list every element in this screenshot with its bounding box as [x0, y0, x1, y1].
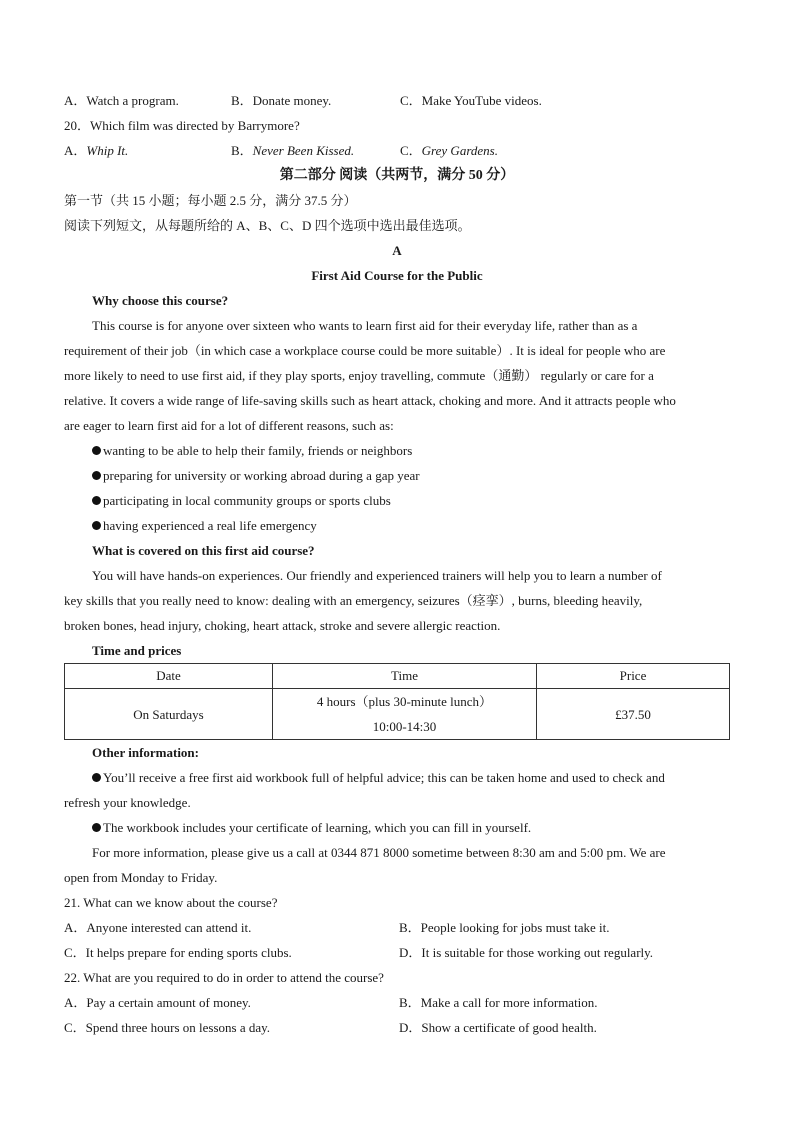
q21-option-b: B．People looking for jobs must take it. [399, 920, 610, 935]
passage-letter: A [392, 243, 402, 258]
q21-option-d: D．It is suitable for those working out regularly. [399, 945, 654, 960]
q21-option-c: C．It helps prepare for ending sports clubs. [64, 945, 292, 960]
table-row [65, 689, 730, 740]
other-info-line: You’ll receive a free first aid workbook full of helpful advice; this can be taken home and used to check and [64, 765, 730, 790]
section1-note: 第一节（共 15 小题；每小题 2.5 分，满分 37.5 分） [64, 193, 357, 208]
table-cell-price: £37.50 [537, 689, 730, 740]
reading-instruction: 阅读下列短文，从每题所给的 A、B、C、D 四个选项中选出最佳选项。 [64, 218, 471, 233]
table-header-date: Date [65, 664, 273, 689]
bullet-icon [92, 823, 101, 832]
bullet-icon [92, 496, 101, 505]
covered-heading: What is covered on this first aid course? [92, 543, 315, 558]
time-prices-table [64, 663, 730, 740]
other-info-heading: Other information: [92, 745, 199, 760]
exam-page [64, 88, 730, 1040]
q21-options-row [64, 940, 730, 965]
q22-option-c: C．Spend three hours on lessons a day. [64, 1020, 271, 1035]
q22-question: 22. What are you required to do in order to attend the course? [64, 970, 384, 985]
why-line: relative. It covers a wide range of life-saving skills such as heart attack, choking and more. And it attracts people who [64, 393, 676, 408]
q22-options-row [64, 990, 730, 1015]
q22-option-d: D．Show a certificate of good health. [399, 1020, 597, 1035]
covered-line: You will have hands-on experiences. Our friendly and experienced trainers will help you to learn a number of [92, 568, 662, 583]
time-prices-heading: Time and prices [92, 643, 182, 658]
passage-title: First Aid Course for the Public [311, 268, 483, 283]
q19-option-a: A．Watch a program. [64, 93, 179, 108]
contact-line: open from Monday to Friday. [64, 870, 218, 885]
table-cell-date: On Saturdays [65, 689, 273, 740]
table-header-row [65, 664, 730, 689]
q21-options-row [64, 915, 730, 940]
why-heading: Why choose this course? [92, 293, 229, 308]
q20-option-b: B．Never Been Kissed. [231, 143, 355, 158]
why-line: This course is for anyone over sixteen who wants to learn first aid for their everyday life, rather than as a [92, 318, 638, 333]
contact-line: For more information, please give us a call at 0344 871 8000 sometime between 8:30 am and 5:00 pm. We are [92, 845, 666, 860]
q20-option-a: A．Whip It. [64, 143, 129, 158]
bullet-icon [92, 773, 101, 782]
why-line: are eager to learn first aid for a lot of different reasons, such as: [64, 418, 394, 433]
q22-option-b: B．Make a call for more information. [399, 995, 598, 1010]
why-line: requirement of their job（in which case a workplace course could be more suitable）. It is ideal for people who are [64, 343, 666, 358]
q19-option-c: C．Make YouTube videos. [400, 93, 542, 108]
covered-line: broken bones, head injury, choking, heart attack, stroke and severe allergic reaction. [64, 618, 501, 633]
bullet-icon [92, 471, 101, 480]
time-range: 10:00-14:30 [372, 719, 437, 734]
covered-line: key skills that you really need to know: dealing with an emergency, seizures（痉挛）, burns, bleeding heavily, [64, 593, 643, 608]
q21-question: 21. What can we know about the course? [64, 895, 278, 910]
why-line: more likely to need to use first aid, if they play sports, enjoy travelling, commute（通勤） regularly or care for a [64, 368, 654, 383]
other-info-line: The workbook includes your certificate of learning, which you can fill in yourself. [64, 815, 730, 840]
bullet-item: participating in local community groups or sports clubs [64, 488, 730, 513]
bullet-item: preparing for university or working abroad during a gap year [64, 463, 730, 488]
q22-option-a: A．Pay a certain amount of money. [64, 995, 251, 1010]
table-header-time: Time [273, 664, 537, 689]
q19-option-b: B．Donate money. [231, 93, 332, 108]
time-duration: 4 hours（plus 30-minute lunch） [316, 694, 493, 709]
q20-question: 20．Which film was directed by Barrymore? [64, 118, 300, 133]
bullet-item: having experienced a real life emergency [64, 513, 730, 538]
bullet-icon [92, 521, 101, 530]
part2-title: 第二部分 阅读（共两节，满分 50 分） [279, 168, 515, 183]
table-header-price: Price [537, 664, 730, 689]
bullet-icon [92, 446, 101, 455]
other-info-line: refresh your knowledge. [64, 795, 191, 810]
q20-option-c: C．Grey Gardens. [400, 143, 498, 158]
q19-options-row [64, 88, 730, 113]
table-cell-time [273, 689, 537, 740]
q21-option-a: A．Anyone interested can attend it. [64, 920, 252, 935]
q20-options-row [64, 138, 730, 163]
q22-options-row [64, 1015, 730, 1040]
bullet-item: wanting to be able to help their family, friends or neighbors [64, 438, 730, 463]
